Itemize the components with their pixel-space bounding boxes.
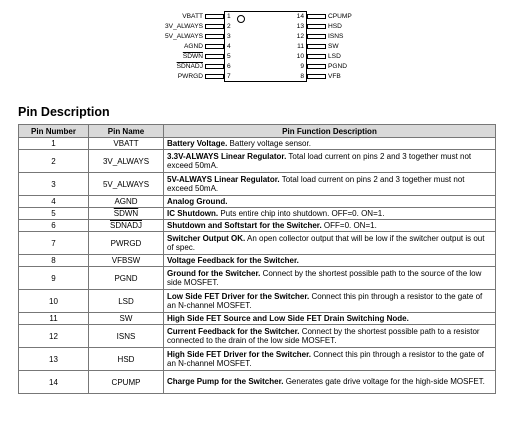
pin-function-detail: Connect this pin through a resistor to the gate of an N-channel MOSFET. [167, 349, 485, 368]
pin-lead [205, 14, 224, 19]
pin-lead [307, 14, 326, 19]
pin-name: SDNADJ [109, 221, 142, 230]
pin-name: AGND [114, 197, 138, 206]
pin-number: 2 [227, 23, 231, 30]
section-title: Pin Description [18, 105, 110, 119]
right-pin [307, 52, 397, 61]
pin-lead [307, 54, 326, 59]
pin-name-cell [89, 290, 164, 313]
pin-lead [205, 54, 224, 59]
pin-name: HSD [117, 354, 135, 364]
pin-name: VBATT [113, 139, 139, 148]
pin-label: AGND [183, 43, 203, 50]
pin-name: LSD [118, 296, 134, 306]
pin-name-cell [89, 371, 164, 394]
pin-number: 8 [300, 73, 304, 80]
table-row [19, 150, 496, 173]
pin-function-detail: Connect by the shortest possible path to the source of the low side MOSFET. [167, 268, 482, 287]
pin-number: 9 [300, 63, 304, 70]
ic-pinout-diagram [0, 0, 532, 90]
pin-description-cell [164, 220, 496, 232]
table-row [19, 325, 496, 348]
right-pin [307, 32, 397, 41]
table-row [19, 313, 496, 325]
left-pin [130, 72, 224, 81]
left-pin [130, 52, 224, 61]
pin-number: 4 [227, 43, 231, 50]
pin-function-title: Current Feedback for the Switcher. [167, 326, 300, 336]
table-row [19, 371, 496, 394]
pin-name: SDWN [113, 209, 139, 218]
right-pin [307, 72, 397, 81]
pin-label: PWRGD [177, 73, 203, 80]
pin-name-cell [89, 325, 164, 348]
pin-label: LSD [328, 53, 341, 60]
pin-number-cell: 2 [19, 150, 89, 173]
pin-description-cell [164, 290, 496, 313]
pin-function-title: Battery Voltage. [167, 138, 228, 148]
pin-number-cell: 5 [19, 208, 89, 220]
pin-function-title: Analog Ground. [167, 196, 228, 206]
pin-description-cell [164, 313, 496, 325]
pin-lead [307, 24, 326, 29]
pin-function-title: Low Side FET Driver for the Switcher. [167, 291, 310, 301]
pin-function-title: High Side FET Source and Low Side FET Drain Switching Node. [167, 313, 409, 323]
pin-function-title: 5V-ALWAYS Linear Regulator. [167, 174, 280, 184]
pin-label: VFB [328, 73, 341, 80]
pin-label: 3V_ALWAYS [165, 23, 203, 30]
pin-function-title: IC Shutdown. [167, 208, 219, 218]
pin-label: CPUMP [328, 13, 352, 20]
pin-number-cell: 3 [19, 173, 89, 196]
pin-label: VBATT [182, 13, 203, 20]
pin-name-cell [89, 138, 164, 150]
pin-label: PGND [328, 63, 348, 70]
pin-function-detail: Total load current on pins 2 and 3 together must not exceed 50mA. [167, 174, 465, 193]
pin-number: 5 [227, 53, 231, 60]
pin-lead [205, 24, 224, 29]
pin-function-title: Voltage Feedback for the Switcher. [167, 255, 299, 265]
left-pin [130, 12, 224, 21]
pin-number-cell: 8 [19, 255, 89, 267]
pin-number-cell: 10 [19, 290, 89, 313]
pin-name-cell [89, 232, 164, 255]
left-pin [130, 22, 224, 31]
pin-lead [307, 64, 326, 69]
pin-name: VFBSW [111, 256, 141, 265]
pin-number-cell: 1 [19, 138, 89, 150]
pin-function-detail: Connect this pin through a resistor to the gate of an N-channel MOSFET. [167, 291, 483, 310]
pin-description-cell [164, 232, 496, 255]
pin-function-title: Charge Pump for the Switcher. [167, 377, 284, 387]
left-pin [130, 42, 224, 51]
pin-number-cell: 12 [19, 325, 89, 348]
pin-number: 7 [227, 73, 231, 80]
pin-number: 10 [296, 53, 304, 60]
pin-function-detail: Generates gate drive voltage for the high-side MOSFET. [283, 377, 485, 387]
pin-label: 5V_ALWAYS [165, 33, 203, 40]
pin-name: PWRGD [110, 238, 142, 248]
pin-number: 11 [297, 43, 304, 50]
header-pin-number: Pin Number [19, 125, 89, 138]
pin-number-cell: 11 [19, 313, 89, 325]
pin-label: HSD [328, 23, 342, 30]
pin-number-cell: 14 [19, 371, 89, 394]
pin-function-detail: OFF=0. ON=1. [321, 220, 377, 230]
pin-number-cell: 9 [19, 267, 89, 290]
pin-name: SW [119, 314, 133, 323]
pin-name-cell [89, 208, 164, 220]
pin-number-cell: 6 [19, 220, 89, 232]
pin-label: ISNS [328, 33, 344, 40]
pin-lead [205, 64, 224, 69]
pin-number: 6 [227, 63, 231, 70]
pin-name-cell [89, 220, 164, 232]
pin-function-title: 3.3V-ALWAYS Linear Regulator. [167, 151, 287, 161]
left-pin [130, 32, 224, 41]
table-header-row [19, 125, 496, 138]
pin-label: SDWN [182, 53, 203, 60]
pin-name-cell [89, 255, 164, 267]
pin-description-cell [164, 267, 496, 290]
pin-number-cell: 13 [19, 348, 89, 371]
table-row [19, 208, 496, 220]
pin-lead [307, 34, 326, 39]
pin-description-cell [164, 196, 496, 208]
right-pin [307, 62, 397, 71]
pin-number: 1 [227, 13, 231, 20]
pin-name: PGND [114, 273, 138, 283]
table-row [19, 267, 496, 290]
table-row [19, 138, 496, 150]
pin-description-cell [164, 150, 496, 173]
pin-function-detail: An open collector output that will be low if the switcher output is out of spec. [167, 233, 485, 252]
right-pin [307, 12, 397, 21]
pin-name-cell [89, 313, 164, 325]
table-row [19, 232, 496, 255]
pin-name: CPUMP [111, 377, 141, 387]
pin-number-cell: 4 [19, 196, 89, 208]
pin-lead [205, 34, 224, 39]
pin-function-detail: Battery voltage sensor. [227, 138, 311, 148]
pin-label: SDNADJ [176, 63, 203, 70]
table-row [19, 290, 496, 313]
pin-function-detail: Connect by the shortest possible path to a resistor connected to the drain of the low side MOSFET. [167, 326, 480, 345]
right-pin [307, 22, 397, 31]
left-pin [130, 62, 224, 71]
table-row [19, 255, 496, 267]
table-row [19, 196, 496, 208]
pin-name-cell [89, 348, 164, 371]
pin-label: SW [328, 43, 339, 50]
pin-description-cell [164, 138, 496, 150]
pin-lead [307, 44, 326, 49]
pin-function-title: Ground for the Switcher. [167, 268, 261, 278]
pin-name: 3V_ALWAYS [102, 156, 150, 166]
pin-function-title: High Side FET Driver for the Switcher. [167, 349, 312, 359]
pin-description-cell [164, 371, 496, 394]
pin-number: 14 [296, 13, 304, 20]
pin-description-cell [164, 255, 496, 267]
pin-function-detail: Total load current on pins 2 and 3 together must not exceed 50mA. [167, 151, 472, 170]
pin-number: 13 [296, 23, 304, 30]
header-pin-name: Pin Name [89, 125, 164, 138]
pin-name-cell [89, 150, 164, 173]
pin-number: 12 [296, 33, 304, 40]
pin-lead [205, 74, 224, 79]
pin-name: ISNS [116, 331, 136, 341]
right-pin [307, 42, 397, 51]
pin-description-table [18, 124, 496, 394]
header-pin-function: Pin Function Description [164, 125, 496, 138]
pin-function-detail: Puts entire chip into shutdown. OFF=0. ON=1. [218, 208, 385, 218]
pin-number: 3 [227, 33, 231, 40]
pin-number-cell: 7 [19, 232, 89, 255]
pin-description-cell [164, 173, 496, 196]
pin-lead [205, 44, 224, 49]
pin-description-cell [164, 208, 496, 220]
pin-function-title: Shutdown and Softstart for the Switcher. [167, 220, 322, 230]
pin-function-title: Switcher Output OK. [167, 233, 246, 243]
pin-description-cell [164, 348, 496, 371]
pin-name: 5V_ALWAYS [102, 179, 150, 189]
table-row [19, 173, 496, 196]
pin-name-cell [89, 196, 164, 208]
pin-description-cell [164, 325, 496, 348]
pin-name-cell [89, 267, 164, 290]
pin-name-cell [89, 173, 164, 196]
table-row [19, 220, 496, 232]
pin-lead [307, 74, 326, 79]
table-row [19, 348, 496, 371]
